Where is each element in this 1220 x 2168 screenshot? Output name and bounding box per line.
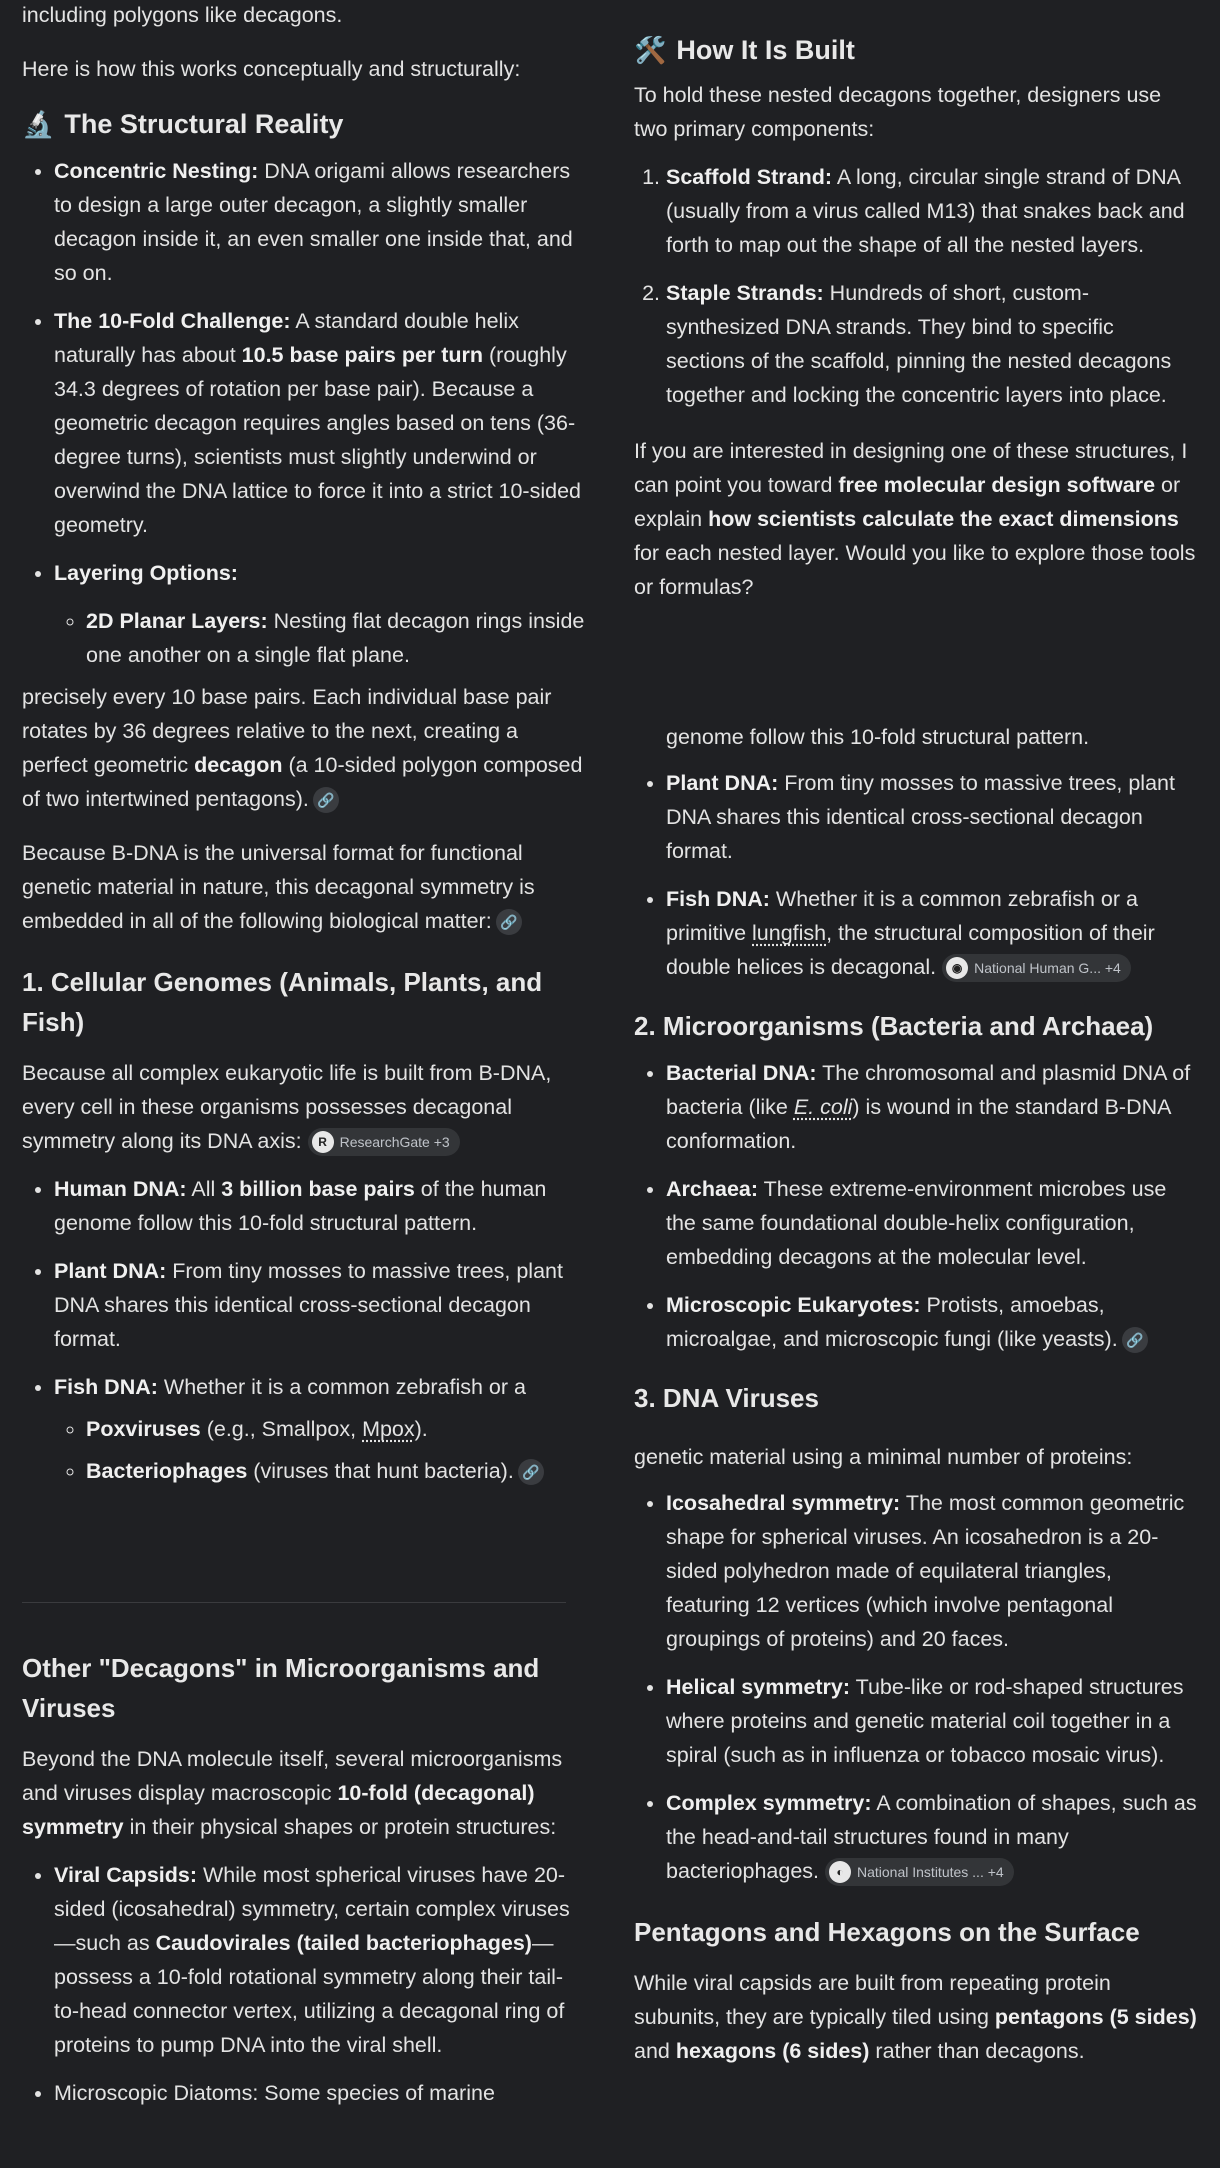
- list-item: • Icosahedral symmetry: The most common geometric shape for spherical viruses. An icosahedron is a 20-sided polyhedron made of equilateral triangles, featuring 12 vertices (which involve pentagonal groupings of proteins) and 20 faces.: [666, 1486, 1198, 1656]
- text-line: including polygons like decagons.: [22, 3, 343, 27]
- list-item: ◦ Poxviruses (e.g., Smallpox, Mpox).: [86, 1412, 588, 1446]
- sub-list: [54, 604, 588, 672]
- list-item: • Archaea: These extreme-environment microbes use the same foundational double-helix configuration, embedding decagons at the molecular level.: [666, 1172, 1198, 1274]
- microscope-icon: 🔬: [22, 109, 55, 139]
- panel-cellular-genomes: [0, 685, 610, 1586]
- list-item: 2. Staple Strands: Hundreds of short, custom-synthesized DNA strands. They bind to specific sections of the scaffold, pinning the nested decagons together and locking the concentric layers into place.: [666, 276, 1198, 412]
- paragraph: rotates by 36 degrees relative to the next, creating a perfect geometric decagon (a 10-sided polygon composed of two intertwined pentagons). 🔗: [22, 714, 588, 816]
- section-heading: [634, 30, 1198, 70]
- link-icon[interactable]: 🔗: [496, 909, 522, 935]
- panel-viral-symmetry: [612, 1440, 1220, 2168]
- panel-how-it-is-built: [612, 0, 1220, 706]
- section-heading: 1. Cellular Genomes (Animals, Plants, and Fish): [22, 967, 543, 1037]
- numbered-list: [634, 160, 1198, 412]
- list-item: • Layering Options: ◦ 2D Planar Layers: Nesting flat decagon rings inside one another on a single flat plane.: [54, 556, 588, 672]
- list-item: • The 10-Fold Challenge: A standard double helix naturally has about 10.5 base pairs per turn (roughly 34.3 degrees of rotation per base pair). Because a geometric decagon requires angles based on tens (36-degree turns), scientists must slightly underwind or overwind the DNA lattice to force it into a strict 10-sided geometry.: [54, 304, 588, 542]
- section-heading: Pentagons and Hexagons on the Surface: [634, 1917, 1140, 1947]
- bullet-list: [22, 1172, 588, 1488]
- panel-other-decagons: [0, 1630, 610, 2168]
- list-item: • Plant DNA: From tiny mosses to massive trees, plant DNA shares this identical cross-sectional decagon format.: [666, 766, 1198, 868]
- list-item: • Complex symmetry: A combination of shapes, such as the head-and-tail structures found in many bacteriophages. ◐ National Institutes ... +4: [666, 1786, 1198, 1888]
- source-chip[interactable]: R ResearchGate +3: [308, 1128, 460, 1156]
- nhgri-logo-icon: ◉: [946, 957, 968, 979]
- link-icon[interactable]: 🔗: [518, 1459, 544, 1485]
- list-item: • Plant DNA: From tiny mosses to massive trees, plant DNA shares this identical cross-sectional decagon format.: [54, 1254, 588, 1356]
- hammer-wrench-icon: 🛠️: [634, 35, 667, 65]
- list-item: • Microscopic Eukaryotes: Protists, amoebas, microalgae, and microscopic fungi (like yeasts). 🔗: [666, 1288, 1198, 1356]
- bullet-list: [634, 766, 1198, 984]
- paragraph: Beyond the DNA molecule itself, several microorganisms and viruses display macroscopic 10-fold (decagonal) symmetry in their physical shapes or protein structures:: [22, 1747, 563, 1839]
- link-icon[interactable]: 🔗: [313, 787, 339, 813]
- text-line: genome follow this 10-fold structural pattern.: [666, 725, 1090, 749]
- nih-logo-icon: ◐: [829, 1861, 851, 1883]
- list-item: ◦ 2D Planar Layers: Nesting flat decagon rings inside one another on a single flat plane.: [86, 604, 588, 672]
- list-item: • Human DNA: All 3 billion base pairs of the human genome follow this 10-fold structural pattern.: [54, 1172, 588, 1240]
- paragraph: Because all complex eukaryotic life is built from B-DNA, every cell in these organisms possesses decagonal symmetry along its DNA axis: R ResearchGate +3: [22, 1056, 588, 1158]
- section-heading: 2. Microorganisms (Bacteria and Archaea): [634, 1011, 1154, 1041]
- heading-text: The Structural Reality: [64, 109, 344, 139]
- list-item: • Concentric Nesting: DNA origami allows researchers to design a large outer decagon, a slightly smaller decagon inside it, an even smaller one inside that, and so on.: [54, 154, 588, 290]
- list-item: • Bacterial DNA: The chromosomal and plasmid DNA of bacteria (like E. coli) is wound in the standard B-DNA conformation.: [666, 1056, 1198, 1158]
- panel-structural-reality: [0, 0, 610, 706]
- list-item: 1. Scaffold Strand: A long, circular single strand of DNA (usually from a virus called M13) that snakes back and forth to map out the shape of all the nested layers.: [666, 160, 1198, 262]
- panel-microorganisms: [612, 706, 1220, 1458]
- paragraph: Because B-DNA is the universal format for functional genetic material in nature, this decagonal symmetry is embedded in all of the following biological matter: 🔗: [22, 836, 588, 938]
- heading-text: How It Is Built: [676, 35, 855, 65]
- list-item: • Helical symmetry: Tube-like or rod-shaped structures where proteins and genetic material coil together in a spiral (such as in influenza or tobacco mosaic virus).: [666, 1670, 1198, 1772]
- list-item: • Microscopic Diatoms: Some species of marine: [54, 2076, 588, 2110]
- section-heading: 3. DNA Viruses: [634, 1383, 819, 1413]
- section-heading: Other "Decagons" in Microorganisms and Viruses: [22, 1653, 540, 1723]
- section-divider: [22, 1602, 566, 1603]
- list-item: • Fish DNA: Whether it is a common zebrafish or a ◦ Poxviruses (e.g., Smallpox, Mpox). ◦ Bacteriophages (viruses that hunt bacteria). 🔗: [54, 1370, 588, 1488]
- source-chip[interactable]: ◉ National Human G... +4: [942, 954, 1131, 982]
- outro-text: If you are interested in designing one of these structures, I can point you toward free molecular design software or explain how scientists calculate the exact dimensions for each nested layer. Would you like to explore those tools or formulas?: [634, 439, 1196, 599]
- link-icon[interactable]: 🔗: [1122, 1327, 1148, 1353]
- text-line: genetic material using a minimal number of proteins:: [634, 1445, 1133, 1469]
- source-chip[interactable]: ◐ National Institutes ... +4: [825, 1858, 1014, 1886]
- paragraph: While viral capsids are built from repeating protein subunits, they are typically tiled using pentagons (5 sides) and hexagons (6 sides) rather than decagons.: [634, 1971, 1197, 2063]
- bullet-list: [634, 1056, 1198, 1356]
- list-item: • Fish DNA: Whether it is a common zebrafish or a primitive lungfish, the structural composition of their double helices is decagonal. ◉ National Human G... +4: [666, 882, 1198, 984]
- bullet-list: [22, 154, 588, 672]
- researchgate-logo-icon: R: [312, 1131, 334, 1153]
- sub-list: [54, 1412, 588, 1488]
- section-heading: [22, 104, 588, 144]
- cut-line: precisely every 10 base pairs. Each individual base pair: [22, 685, 552, 709]
- intro-text: Here is how this works conceptually and structurally:: [22, 57, 521, 81]
- bullet-list: [22, 1858, 588, 2110]
- list-item: • Viral Capsids: While most spherical viruses have 20-sided (icosahedral) symmetry, certain complex viruses—such as Caudovirales (tailed bacteriophages)—possess a 10-fold rotational symmetry along their tail-to-head connector vertex, utilizing a decagonal ring of proteins to pump DNA into the viral shell.: [54, 1858, 588, 2062]
- intro-text: To hold these nested decagons together, designers use two primary components:: [634, 83, 1162, 141]
- bullet-list: [634, 1486, 1198, 1888]
- list-item: ◦ Bacteriophages (viruses that hunt bacteria). 🔗: [86, 1454, 588, 1488]
